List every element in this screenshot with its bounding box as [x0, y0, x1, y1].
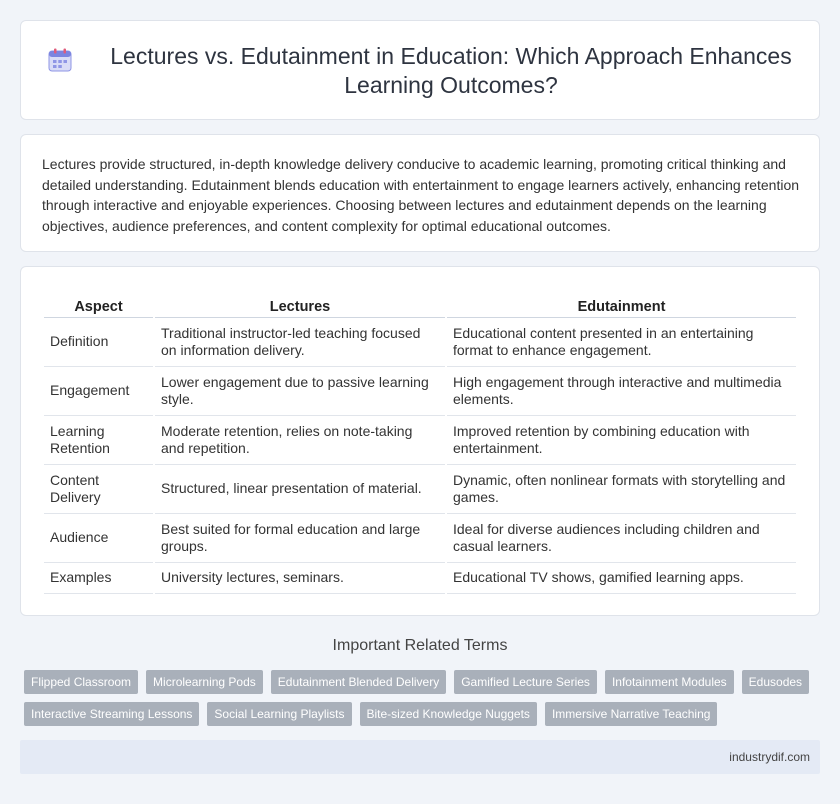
cell-aspect: Examples [44, 563, 153, 594]
table-header-row [44, 295, 796, 318]
cell-aspect: Content Delivery [44, 465, 153, 514]
header-lectures: Lectures [155, 295, 445, 318]
cell-edutainment: Educational content presented in an entertaining format to enhance engagement. [447, 318, 796, 367]
related-term-tag[interactable]: Interactive Streaming Lessons [24, 702, 199, 726]
table-row [44, 514, 796, 563]
cell-aspect: Audience [44, 514, 153, 563]
related-term-tag[interactable]: Social Learning Playlists [207, 702, 351, 726]
header-edutainment: Edutainment [447, 295, 796, 318]
cell-lectures: University lectures, seminars. [155, 563, 445, 594]
cell-lectures: Structured, linear presentation of material. [155, 465, 445, 514]
related-term-tag[interactable]: Edutainment Blended Delivery [271, 670, 446, 694]
cell-edutainment: Dynamic, often nonlinear formats with storytelling and games. [447, 465, 796, 514]
header-card [20, 20, 820, 120]
cell-lectures: Traditional instructor-led teaching focused on information delivery. [155, 318, 445, 367]
related-term-tag[interactable]: Immersive Narrative Teaching [545, 702, 718, 726]
footer-site-link[interactable]: industrydif.com [729, 750, 810, 764]
comparison-card [20, 266, 820, 616]
page-title: Lectures vs. Edutainment in Education: Which Approach Enhances Learning Outcomes? [110, 43, 792, 98]
related-term-tag[interactable]: Flipped Classroom [24, 670, 138, 694]
cell-edutainment: Improved retention by combining education with entertainment. [447, 416, 796, 465]
intro-paragraph: Lectures provide structured, in-depth knowledge delivery conducive to academic learning, promoting critical thinking and detailed understanding. Edutainment blends education with entertainment to engage learners actively, enhancing retention through interactive and enjoyable experiences. Choosing between lectures and edutainment depends on the learning objectives, audience preferences, and content complexity for optimal educational outcomes. [42, 156, 800, 234]
intro-card [20, 134, 820, 252]
cell-lectures: Lower engagement due to passive learning style. [155, 367, 445, 416]
cell-lectures: Best suited for formal education and large groups. [155, 514, 445, 563]
table-row [44, 465, 796, 514]
related-terms-title: Important Related Terms [332, 637, 508, 654]
cell-aspect: Definition [44, 318, 153, 367]
cell-edutainment: Ideal for diverse audiences including children and casual learners. [447, 514, 796, 563]
related-term-tag[interactable]: Bite-sized Knowledge Nuggets [360, 702, 537, 726]
cell-aspect: Engagement [44, 367, 153, 416]
cell-edutainment: Educational TV shows, gamified learning apps. [447, 563, 796, 594]
related-term-tag[interactable]: Infotainment Modules [605, 670, 734, 694]
related-term-tag[interactable]: Microlearning Pods [146, 670, 263, 694]
related-term-tag[interactable]: Edusodes [742, 670, 809, 694]
header-aspect: Aspect [44, 295, 153, 318]
cell-edutainment: High engagement through interactive and multimedia elements. [447, 367, 796, 416]
footer [20, 740, 820, 774]
table-row [44, 367, 796, 416]
table-row [44, 318, 796, 367]
table-row [44, 416, 796, 465]
related-terms-list [24, 670, 824, 726]
cell-lectures: Moderate retention, relies on note-taking and repetition. [155, 416, 445, 465]
cell-aspect: Learning Retention [44, 416, 153, 465]
table-row [44, 563, 796, 594]
related-term-tag[interactable]: Gamified Lecture Series [454, 670, 597, 694]
comparison-table [42, 295, 798, 594]
